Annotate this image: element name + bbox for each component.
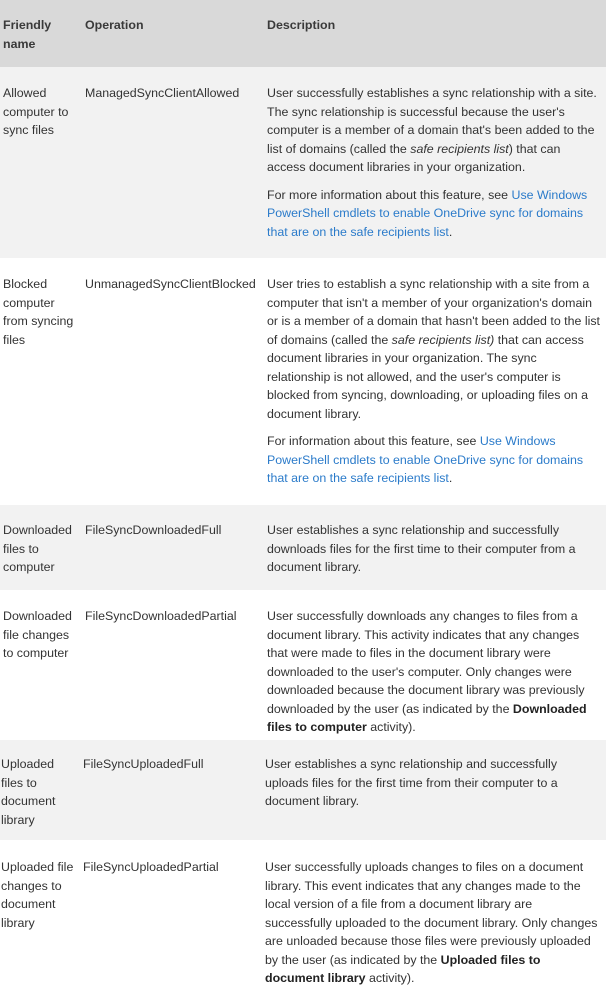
description-text: activity). — [365, 971, 415, 985]
operation-cell: FileSyncUploadedPartial — [83, 860, 219, 874]
description-paragraph — [267, 84, 601, 177]
description-cell — [267, 275, 601, 488]
powershell-safe-recipients-link[interactable]: Use Windows PowerShell cmdlets to enable OneDrive sync for domains that are on the safe recipients list — [267, 187, 588, 239]
emphasis-text: safe recipients list — [410, 141, 509, 156]
more-info-paragraph — [267, 186, 601, 242]
friendly-name-cell: Downloaded files to computer — [3, 523, 72, 574]
activity-name-bold: Downloaded files to computer — [267, 701, 587, 734]
operation-cell: FileSyncDownloadedFull — [85, 523, 222, 537]
description-text: User tries to establish a sync relationship with a site from a computer that isn't a member of your organization's domain or is a member of a domain that hasn't been added to the list of domains (called the — [267, 277, 600, 347]
powershell-safe-recipients-link[interactable]: Use Windows PowerShell cmdlets to enable OneDrive sync for domains that are on the safe recipients list — [267, 434, 584, 485]
table-header-row — [0, 0, 606, 67]
header-operation: Operation — [85, 18, 144, 32]
description-text: User successfully establishes a sync relationship with a site. The sync relationship is successful because the user's computer is a member of a domain that's been added to the list of domains (called the — [267, 86, 597, 156]
more-info-text: For more information about this feature, see — [267, 187, 512, 202]
table-row — [0, 67, 606, 258]
emphasis-text: safe recipients list) — [391, 332, 495, 347]
operation-cell: FileSyncUploadedFull — [83, 757, 204, 771]
table-row — [0, 505, 606, 590]
header-description: Description — [267, 18, 336, 32]
description-text: ) that can access document libraries in your organization. — [267, 141, 561, 174]
header-friendly-name: Friendly name — [3, 18, 52, 51]
operation-cell: UnmanagedSyncClientBlocked — [85, 277, 256, 291]
period-text: . — [448, 471, 453, 485]
description-text: that can access document libraries in your organization. The sync relationship is not allowed, and the user's computer is blocked from syncing, downloading, or uploading files on a document library. — [267, 332, 588, 421]
table-row — [0, 740, 606, 840]
friendly-name-cell: Blocked computer from syncing files — [3, 277, 74, 347]
description-cell: User establishes a sync relationship and successfully downloads files for the first time to their computer from a document library. — [267, 523, 576, 574]
description-cell — [267, 84, 601, 241]
operation-cell: ManagedSyncClientAllowed — [85, 86, 240, 100]
description-text: User successfully downloads any changes to files from a document library. This activity indicates that any changes that were made to files in the document library were downloaded to the user's computer. Only changes were downloaded because the document library was previously downloaded by the user (as indicated by the — [267, 609, 585, 716]
description-text: activity). — [366, 720, 416, 734]
description-cell — [265, 858, 599, 988]
friendly-name-cell: Uploaded file changes to document library — [1, 860, 74, 930]
friendly-name-cell: Uploaded files to document library — [1, 757, 56, 827]
more-info-paragraph — [267, 432, 601, 488]
friendly-name-cell: Downloaded file changes to computer — [3, 609, 72, 660]
friendly-name-cell: Allowed computer to sync files — [3, 86, 69, 137]
period-text: . — [448, 224, 453, 239]
table-row — [0, 840, 606, 999]
description-text: User successfully uploads changes to files on a document library. This event indicates that any changes made to the local version of a file from a document library are successfully uploaded to the document library. Only changes are unloaded because those files were previously uploaded by the user (as indicated by the — [265, 860, 598, 967]
description-paragraph — [267, 275, 601, 423]
activity-name-bold: Uploaded files to document library — [265, 952, 541, 985]
table-row — [0, 258, 606, 505]
description-cell — [267, 607, 601, 737]
description-cell: User establishes a sync relationship and successfully uploads files for the first time from their computer to a document library. — [265, 757, 558, 808]
more-info-text: For information about this feature, see — [267, 434, 480, 448]
table-row — [0, 590, 606, 740]
operation-cell: FileSyncDownloadedPartial — [85, 609, 237, 623]
